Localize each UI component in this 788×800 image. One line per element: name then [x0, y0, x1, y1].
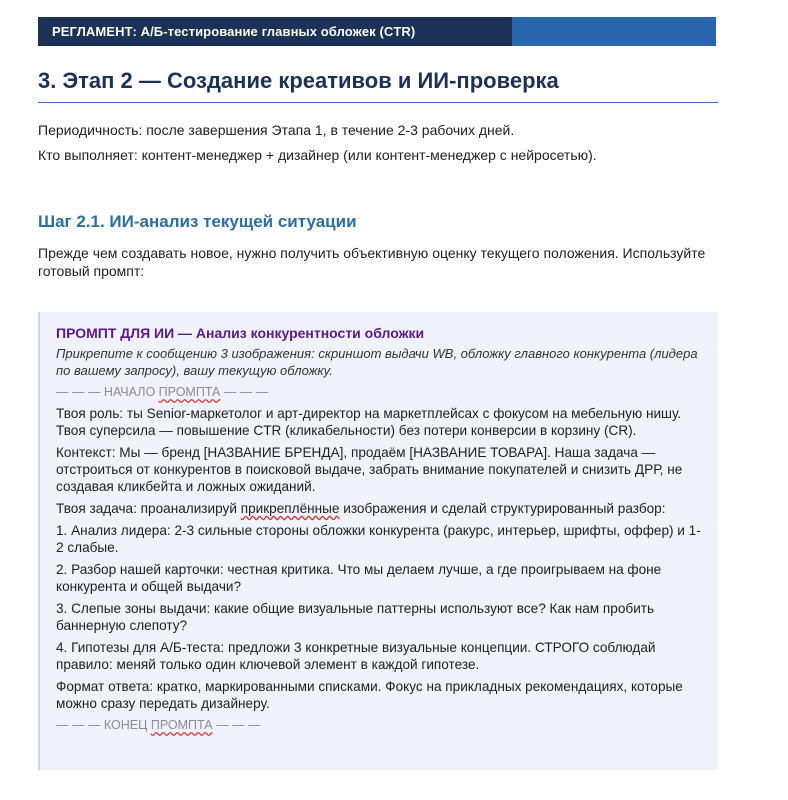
prompt-content: [56, 324, 706, 733]
prompt-context: Контекст: Мы — бренд [НАЗВАНИЕ БРЕНДА], продаём [НАЗВАНИЕ ТОВАРА]. Наша задача — отстроиться от конкурентов в поисковой выдаче, забрать внимание покупателей и снизить ДРР, не создавая кликбейта и ложных ожиданий.: [56, 445, 683, 494]
header-banner-accent: [512, 17, 716, 46]
prompt-end-suffix: — — —: [212, 718, 261, 732]
prompt-task-prefix: Твоя задача: проанализируй: [56, 501, 241, 516]
prompt-start-prefix: — — — НАЧАЛО: [56, 385, 159, 399]
prompt-end-marker: [56, 717, 706, 733]
prompt-start-word: ПРОМПТА: [158, 385, 221, 399]
prompt-task-word: прикреплённые: [240, 501, 340, 516]
prompt-start-marker: [56, 384, 706, 400]
prompt-hint: Прикрепите к сообщению 3 изображения: скриншот выдачи WB, обложку главного конкурента (лидера по вашему запросу), вашу текущую обложку.: [56, 346, 698, 378]
prompt-item-2: 2. Разбор нашей карточки: честная критика. Что мы делаем лучше, а где проигрываем на фоне конкурента и общей выдачи?: [56, 562, 662, 594]
header-banner-title: РЕГЛАМЕНТ: А/Б-тестирование главных обложек (CTR): [38, 17, 512, 46]
prompt-role: Твоя роль: ты Senior-маркетолог и арт-директор на маркетплейсах с фокусом на мебельную нишу. Твоя суперсила — повышение CTR (кликабельности) без потери конверсии в корзину (CR).: [56, 406, 682, 438]
step-intro: Прежде чем создавать новое, нужно получить объективную оценку текущего положения. Используйте готовый промпт:: [38, 245, 706, 279]
prompt-title: ПРОМПТ ДЛЯ ИИ — Анализ конкурентности обложки: [56, 325, 425, 341]
document-header-banner: [38, 17, 716, 46]
prompt-task: [56, 500, 706, 517]
executor-line: Кто выполняет: контент-менеджер + дизайнер (или контент-менеджер с нейросетью).: [38, 147, 597, 163]
step-title: Шаг 2.1. ИИ-анализ текущей ситуации: [38, 212, 357, 231]
periodicity-line: Периодичность: после завершения Этапа 1, в течение 2-3 рабочих дней.: [38, 122, 515, 138]
section-title-divider: [38, 102, 718, 103]
prompt-end-word: ПРОМПТА: [150, 718, 213, 732]
prompt-item-1: 1. Анализ лидера: 2-3 сильные стороны обложки конкурента (ракурс, интерьер, шрифты, оффер) и 1-2 слабые.: [56, 523, 701, 555]
prompt-item-3: 3. Слепые зоны выдачи: какие общие визуальные паттерны используют все? Как нам пробить баннерную слепоту?: [56, 601, 655, 633]
section-title: 3. Этап 2 — Создание креативов и ИИ-проверка: [38, 68, 559, 93]
prompt-start-suffix: — — —: [220, 385, 269, 399]
prompt-format: Формат ответа: кратко, маркированными списками. Фокус на прикладных рекомендациях, которые можно сразу передать дизайнеру.: [56, 679, 683, 711]
prompt-end-prefix: — — — КОНЕЦ: [56, 718, 151, 732]
prompt-task-suffix: изображения и сделай структурированный разбор:: [339, 501, 666, 516]
prompt-box: [38, 312, 718, 770]
prompt-item-4: 4. Гипотезы для А/Б-теста: предложи 3 конкретные визуальные концепции. СТРОГО соблюдай правило: меняй только один ключевой элемент в каждой гипотезе.: [56, 640, 656, 672]
